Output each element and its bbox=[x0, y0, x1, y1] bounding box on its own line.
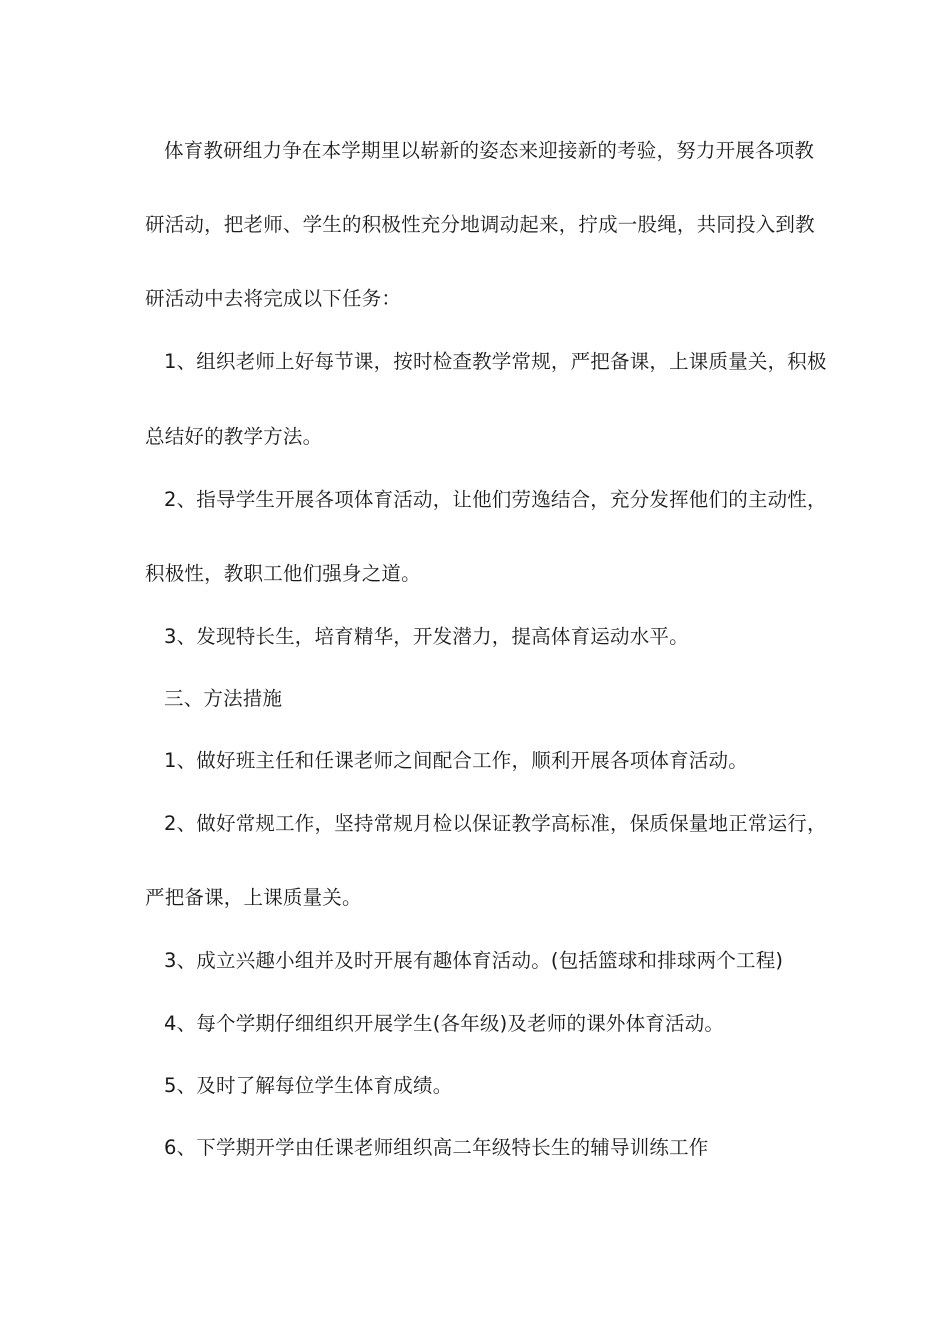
task-item-3: 3、发现特长生，培育精华，开发潜力，提高体育运动水平。 bbox=[164, 625, 689, 648]
task-item-1-line-2: 总结好的教学方法。 bbox=[145, 425, 323, 448]
task-item-2-line-1: 2、指导学生开展各项体育活动，让他们劳逸结合，充分发挥他们的主动性， bbox=[164, 488, 827, 511]
task-item-1-line-1: 1、组织老师上好每节课，按时检查教学常规，严把备课，上课质量关，积极 bbox=[164, 350, 827, 373]
method-item-6: 6、下学期开学由任课老师组织高二年级特长生的辅导训练工作 bbox=[164, 1136, 709, 1159]
paragraph-intro-line-1: 体育教研组力争在本学期里以崭新的姿态来迎接新的考验，努力开展各项教 bbox=[164, 139, 815, 162]
paragraph-intro-line-3: 研活动中去将完成以下任务： bbox=[145, 287, 402, 310]
method-item-4: 4、每个学期仔细组织开展学生(各年级)及老师的课外体育活动。 bbox=[164, 1012, 725, 1035]
section-heading-methods: 三、方法措施 bbox=[164, 687, 283, 710]
method-item-1: 1、做好班主任和任课老师之间配合工作，顺利开展各项体育活动。 bbox=[164, 749, 748, 772]
method-item-2-line-2: 严把备课，上课质量关。 bbox=[145, 886, 362, 909]
method-item-5: 5、及时了解每位学生体育成绩。 bbox=[164, 1074, 453, 1097]
paragraph-intro-line-2: 研活动，把老师、学生的积极性充分地调动起来，拧成一股绳，共同投入到教 bbox=[145, 213, 815, 236]
method-item-3: 3、成立兴趣小组并及时开展有趣体育活动。(包括篮球和排球两个工程) bbox=[164, 949, 784, 972]
task-item-2-line-2: 积极性，教职工他们强身之道。 bbox=[145, 562, 421, 585]
method-item-2-line-1: 2、做好常规工作，坚持常规月检以保证教学高标准，保质保量地正常运行， bbox=[164, 812, 827, 835]
